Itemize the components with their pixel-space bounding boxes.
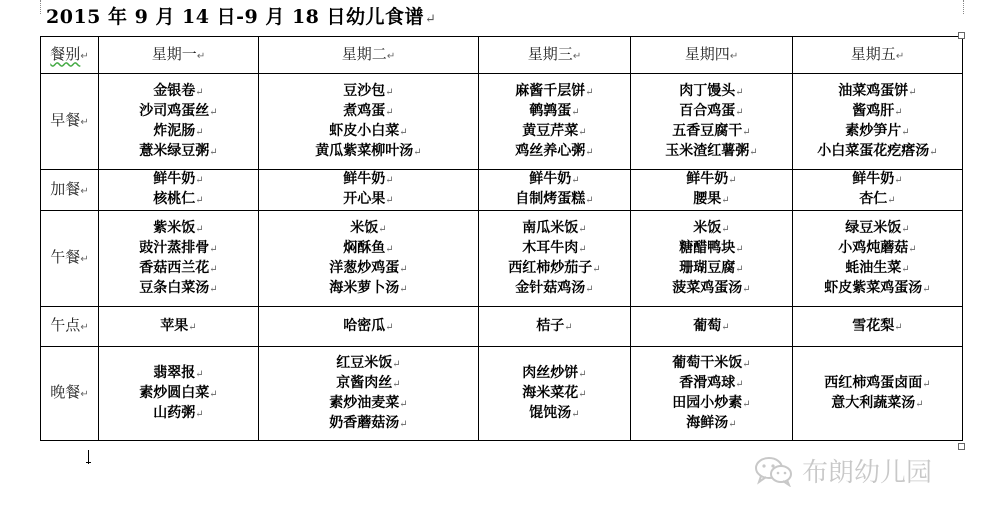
- dish-item: 黄瓜紫菜柳叶汤↵: [315, 142, 422, 159]
- dish-item: 虾皮紫菜鸡蛋汤↵: [824, 279, 931, 296]
- menu-cell[interactable]: [793, 307, 963, 347]
- dish-item: 煮鸡蛋↵: [343, 102, 394, 119]
- dish-item: 香菇西兰花↵: [139, 259, 218, 276]
- dish-item: 洋葱炒鸡蛋↵: [329, 259, 408, 276]
- menu-cell[interactable]: [793, 211, 963, 307]
- dish-item: 南瓜米饭↵: [522, 219, 587, 236]
- dish-item: 鹌鹑蛋↵: [529, 102, 580, 119]
- day-header-cell[interactable]: 星期三↵: [479, 37, 631, 74]
- dish-item: 酱鸡肝↵: [852, 102, 903, 119]
- meal-row: [41, 211, 963, 307]
- menu-cell[interactable]: [793, 347, 963, 441]
- day-header-cell[interactable]: 星期五↵: [793, 37, 963, 74]
- dish-item: 海米萝卜汤↵: [329, 279, 408, 296]
- dish-item: 米饭↵: [350, 219, 387, 236]
- dish-item: 哈密瓜↵: [343, 317, 394, 334]
- dish-item: 鸡丝养心粥↵: [515, 142, 594, 159]
- header-row: [41, 37, 963, 74]
- dish-item: 鲜牛奶↵: [529, 171, 580, 187]
- menu-cell[interactable]: [259, 74, 479, 170]
- day-header-cell[interactable]: 星期二↵: [259, 37, 479, 74]
- dish-item: 紫米饭↵: [153, 219, 204, 236]
- dish-item: 素炒油麦菜↵: [329, 394, 408, 411]
- dish-item: 意大利蔬菜汤↵: [831, 394, 924, 411]
- dish-item: 蚝油生菜↵: [845, 259, 910, 276]
- meal-label-cell[interactable]: 加餐↵: [41, 170, 99, 211]
- menu-cell[interactable]: [479, 307, 631, 347]
- dish-item: 西红柿炒茄子↵: [508, 259, 601, 276]
- dish-item: 沙司鸡蛋丝↵: [139, 102, 218, 119]
- meal-row: [41, 347, 963, 441]
- meal-row: [41, 74, 963, 170]
- dish-item: 苹果↵: [160, 317, 197, 334]
- menu-cell[interactable]: [259, 307, 479, 347]
- menu-cell[interactable]: [99, 74, 259, 170]
- meal-label-cell[interactable]: 晚餐↵: [41, 347, 99, 441]
- menu-cell[interactable]: [631, 74, 793, 170]
- dish-item: 鲜牛奶↵: [852, 171, 903, 187]
- dish-item: 小鸡炖蘑菇↵: [838, 239, 917, 256]
- document-title: 2015 年 9 月 14 日-9 月 18 日幼儿食谱↵: [46, 6, 437, 28]
- dish-item: 山药粥↵: [153, 404, 204, 421]
- dish-item: 豆沙包↵: [343, 82, 394, 99]
- menu-cell[interactable]: [99, 347, 259, 441]
- watermark-text: 布朗幼儿园: [802, 458, 933, 488]
- menu-cell[interactable]: [479, 170, 631, 211]
- dish-item: 雪花梨↵: [852, 317, 903, 334]
- menu-cell[interactable]: [259, 347, 479, 441]
- dish-item: 五香豆腐干↵: [672, 122, 751, 139]
- dish-item: 豉汁蒸排骨↵: [139, 239, 218, 256]
- dish-item: 素炒圆白菜↵: [139, 384, 218, 401]
- meal-row: [41, 307, 963, 347]
- dish-item: 金针菇鸡汤↵: [515, 279, 594, 296]
- title-text: 2015 年 9 月 14 日-9 月 18 日幼儿食谱: [46, 6, 425, 28]
- dish-item: 腰果↵: [693, 191, 730, 207]
- menu-table[interactable]: [40, 36, 963, 441]
- dish-item: 虾皮小白菜↵: [329, 122, 408, 139]
- dish-item: 桔子↵: [536, 317, 573, 334]
- dish-item: 米饭↵: [693, 219, 730, 236]
- dish-item: 翡翠报↵: [153, 364, 204, 381]
- wechat-icon: [754, 455, 794, 487]
- dish-item: 金银卷↵: [153, 82, 204, 99]
- dish-item: 京酱肉丝↵: [336, 374, 401, 391]
- menu-cell[interactable]: [631, 347, 793, 441]
- dish-item: 鲜牛奶↵: [153, 171, 204, 187]
- dish-item: 绿豆米饭↵: [845, 219, 910, 236]
- meal-header-cell[interactable]: 餐别↵: [41, 37, 99, 74]
- dish-item: 葡萄↵: [693, 317, 730, 334]
- dish-item: 开心果↵: [343, 191, 394, 207]
- meal-label-cell[interactable]: 早餐↵: [41, 74, 99, 170]
- table-resize-handle[interactable]: [958, 32, 965, 39]
- dish-item: 核桃仁↵: [153, 191, 204, 207]
- dish-item: 肉丝炒饼↵: [522, 364, 587, 381]
- dish-item: 红豆米饭↵: [336, 354, 401, 371]
- dish-item: 葡萄干米饭↵: [672, 354, 751, 371]
- dish-item: 鲜牛奶↵: [343, 171, 394, 187]
- dish-item: 馄饨汤↵: [529, 404, 580, 421]
- day-header-cell[interactable]: 星期一↵: [99, 37, 259, 74]
- watermark: [754, 452, 932, 489]
- dish-item: 木耳牛肉↵: [522, 239, 587, 256]
- day-header-cell[interactable]: 星期四↵: [631, 37, 793, 74]
- dish-item: 焖酥鱼↵: [343, 239, 394, 256]
- meal-label-cell[interactable]: 午餐↵: [41, 211, 99, 307]
- dish-item: 素炒笋片↵: [845, 122, 910, 139]
- dish-item: 糖醋鸭块↵: [679, 239, 744, 256]
- meal-row: [41, 170, 963, 211]
- dish-item: 鲜牛奶↵: [686, 171, 737, 187]
- dish-item: 菠菜鸡蛋汤↵: [672, 279, 751, 296]
- dish-item: 奶香蘑菇汤↵: [329, 414, 408, 431]
- dish-item: 海米菜花↵: [522, 384, 587, 401]
- page-margin-guide: [963, 0, 964, 14]
- dish-item: 肉丁馒头↵: [679, 82, 744, 99]
- meal-label-cell[interactable]: 午点↵: [41, 307, 99, 347]
- table-resize-handle[interactable]: [958, 443, 965, 450]
- dish-item: 海鲜汤↵: [686, 414, 737, 431]
- dish-item: 田园小炒素↵: [672, 394, 751, 411]
- dish-item: 自制烤蛋糕↵: [515, 191, 594, 207]
- menu-table-container: [40, 36, 963, 441]
- menu-cell[interactable]: [631, 307, 793, 347]
- dish-item: 杏仁↵: [859, 191, 896, 207]
- dish-item: 黄豆芹菜↵: [522, 122, 587, 139]
- menu-cell[interactable]: [631, 170, 793, 211]
- text-cursor: [88, 450, 89, 464]
- dish-item: 薏米绿豆粥↵: [139, 142, 218, 159]
- menu-cell[interactable]: [631, 211, 793, 307]
- menu-cell[interactable]: [99, 170, 259, 211]
- menu-cell[interactable]: [793, 74, 963, 170]
- dish-item: 豆条白菜汤↵: [139, 279, 218, 296]
- dish-item: 玉米渣红薯粥↵: [665, 142, 758, 159]
- page-margin-guide: [40, 0, 41, 14]
- dish-item: 香滑鸡球↵: [679, 374, 744, 391]
- dish-item: 炸泥肠↵: [153, 122, 204, 139]
- menu-cell[interactable]: [259, 211, 479, 307]
- menu-cell[interactable]: [259, 170, 479, 211]
- menu-cell[interactable]: [99, 307, 259, 347]
- dish-item: 西红柿鸡蛋卤面↵: [824, 374, 931, 391]
- dish-item: 麻酱千层饼↵: [515, 82, 594, 99]
- menu-cell[interactable]: [479, 74, 631, 170]
- dish-item: 百合鸡蛋↵: [679, 102, 744, 119]
- menu-cell[interactable]: [99, 211, 259, 307]
- menu-cell[interactable]: [793, 170, 963, 211]
- menu-cell[interactable]: [479, 347, 631, 441]
- dish-item: 小白菜蛋花疙瘩汤↵: [817, 142, 938, 159]
- menu-cell[interactable]: [479, 211, 631, 307]
- dish-item: 珊瑚豆腐↵: [679, 259, 744, 276]
- dish-item: 油菜鸡蛋饼↵: [838, 82, 917, 99]
